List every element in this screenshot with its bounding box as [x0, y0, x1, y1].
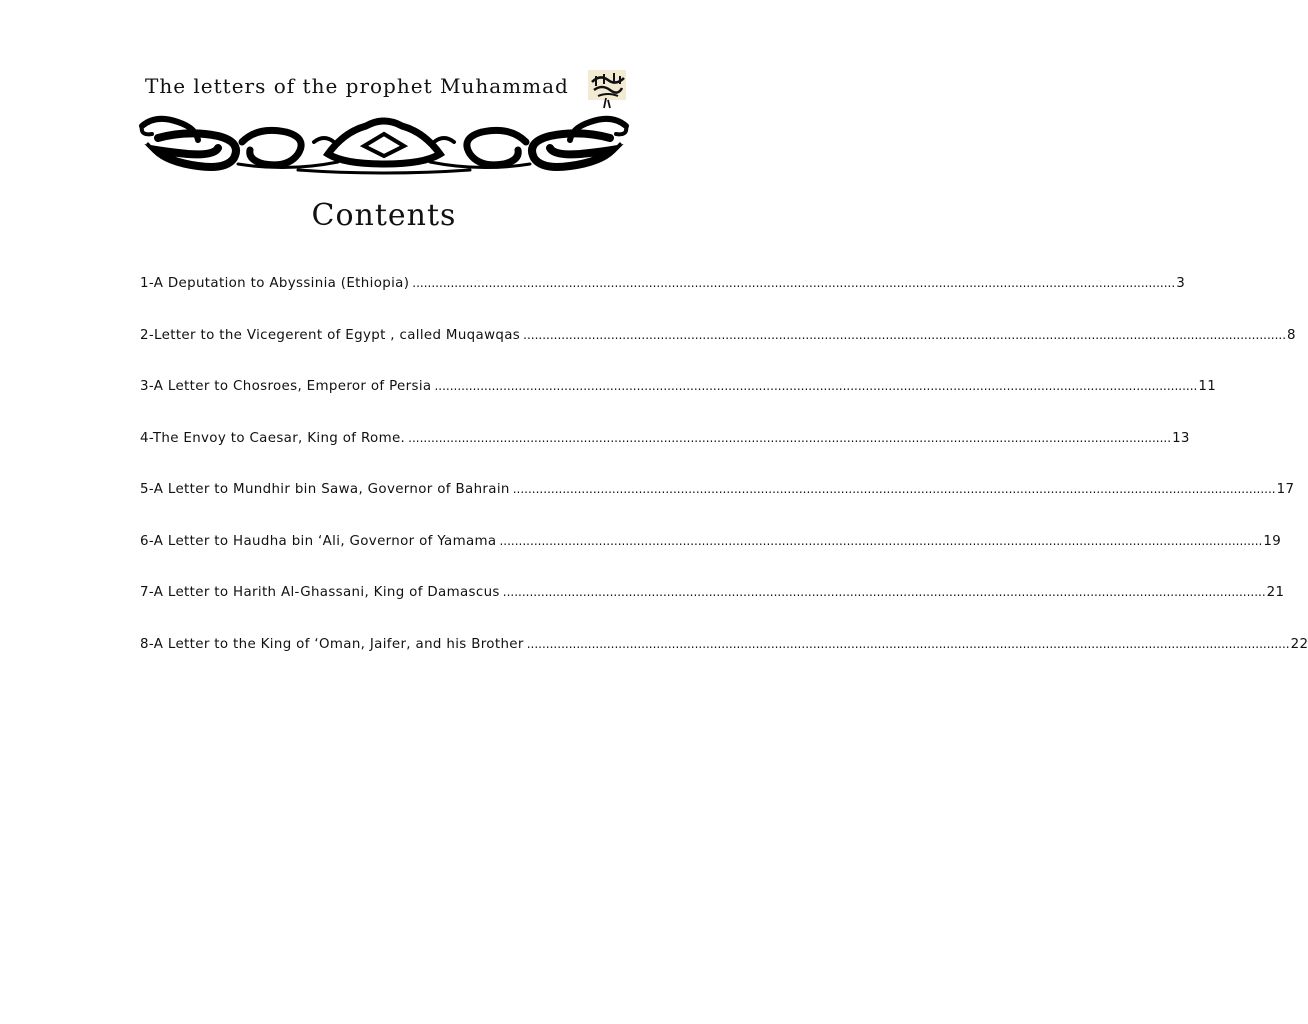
toc-page-number: 3	[1176, 276, 1186, 291]
toc-entry-title: 2-Letter to the Vicegerent of Egypt , called Muqawqas	[140, 327, 521, 343]
decorative-scroll-divider-icon	[138, 112, 630, 174]
toc-page-number: 22	[1290, 636, 1308, 652]
calligraphy-seal-icon	[586, 68, 628, 110]
book-title: The letters of the prophet Muhammad	[145, 74, 569, 98]
toc-entry	[140, 482, 1295, 534]
toc-dot-leader: ........................................................................................................................................................................................................	[512, 482, 1276, 496]
toc-page-number: 8	[1287, 327, 1296, 343]
toc-dot-leader: ........................................................................................................................................................................................................	[523, 327, 1287, 342]
toc-entry-title: 8-A Letter to the King of ‘Oman, Jaifer, and his Brother	[140, 636, 524, 652]
toc-dot-leader: ........................................................................................................................................................................................................	[502, 585, 1266, 599]
toc-page-number: 13	[1172, 430, 1190, 446]
toc-dot-leader: ........................................................................................................................................................................................................	[434, 379, 1198, 393]
toc-entry-title: 7-A Letter to Harith Al-Ghassani, King of Damascus	[140, 585, 500, 600]
toc-entry-title: 4-The Envoy to Caesar, King of Rome.	[140, 430, 406, 446]
toc-entry	[140, 636, 1308, 689]
toc-entry-title: 6-A Letter to Haudha bin ‘Ali, Governor of Yamama	[140, 533, 497, 549]
table-of-contents	[140, 276, 1308, 688]
toc-page-number: 19	[1263, 533, 1282, 549]
toc-page-number: 17	[1276, 482, 1295, 497]
contents-heading: Contents	[311, 198, 457, 233]
toc-entry	[140, 430, 1190, 483]
toc-entry-title: 5-A Letter to Mundhir bin Sawa, Governor of Bahrain	[140, 482, 510, 497]
toc-dot-leader: ........................................................................................................................................................................................................	[499, 533, 1263, 548]
toc-entry-title: 1-A Deputation to Abyssinia (Ethiopia)	[140, 276, 410, 291]
toc-entry	[140, 276, 1186, 328]
toc-page-number: 11	[1198, 379, 1217, 394]
toc-dot-leader: ........................................................................................................................................................................................................	[408, 430, 1172, 445]
toc-entry	[140, 533, 1282, 586]
toc-entry	[140, 327, 1296, 380]
toc-entry	[140, 379, 1217, 431]
toc-entry	[140, 585, 1285, 637]
toc-page-number: 21	[1266, 585, 1285, 600]
toc-entry-title: 3-A Letter to Chosroes, Emperor of Persia	[140, 379, 432, 394]
toc-dot-leader: ........................................................................................................................................................................................................	[526, 636, 1290, 651]
toc-dot-leader: ........................................................................................................................................................................................................	[412, 276, 1176, 290]
